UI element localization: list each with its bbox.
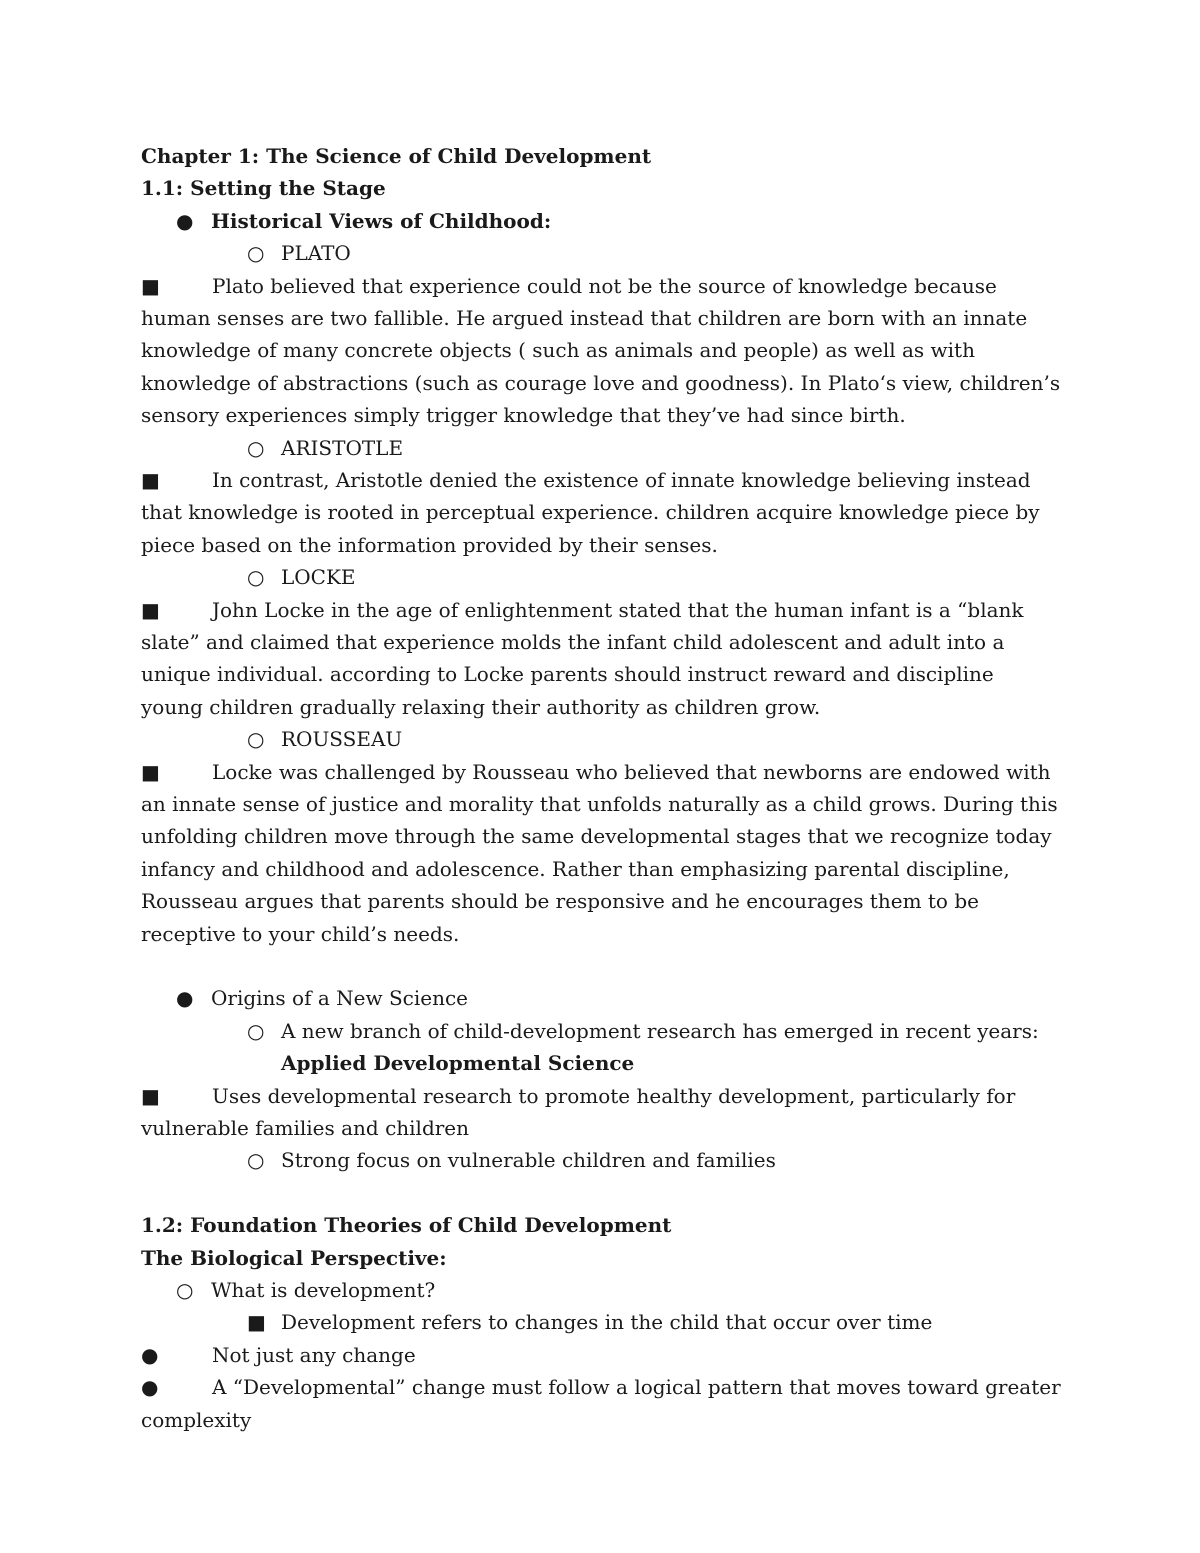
spacer — [141, 950, 1061, 982]
list-item-new-branch — [141, 1015, 1061, 1047]
paragraph-aristotle — [141, 464, 1061, 561]
rousseau-label: ROUSSEAU — [281, 727, 403, 752]
what-text: What is development? — [211, 1277, 436, 1302]
spacer — [141, 1177, 1061, 1209]
paragraph-rousseau — [141, 756, 1061, 950]
list-item-what — [141, 1274, 1061, 1306]
plato-text: Plato believed that experience could not be the source of knowledge because human senses are two fallible. He argued instead that children are born with an innate knowledge of many concrete objects ( such as animals and people) as well as with knowledge of abstractions (such as courage love and goodness). In Plato‘s view, children’s sensory experiences simply trigger knowledge that they’ve had since birth. — [141, 273, 1061, 428]
hollow-bullet-icon: ○ — [247, 565, 265, 590]
square-bullet-icon: ■ — [247, 1310, 266, 1335]
origins-label: Origins of a New Science — [211, 986, 469, 1011]
locke-text: John Locke in the age of enlightenment stated that the human infant is a “blank slate” and claimed that experience molds the infant child adolescent and adult into a unique individual. according to Locke parents should instruct reward and discipline young children gradually relaxing their authority as children grow. — [141, 597, 1024, 719]
rousseau-text: Locke was challenged by Rousseau who believed that newborns are endowed with an innate sense of justice and morality that unfolds naturally as a child grows. During this unfolding children move through the same developmental stages that we recognize today infancy and childhood and adolescence. Rather than emphasizing parental discipline, Rousseau argues that parents should be responsive and he encourages them to be receptive to your child’s needs. — [141, 759, 1058, 946]
biological-heading: The Biological Perspective: — [141, 1245, 447, 1270]
filled-bullet-icon: ● — [141, 1342, 159, 1367]
square-bullet-icon: ■ — [141, 597, 160, 622]
list-item-not-any — [141, 1339, 1061, 1371]
paragraph-developmental-change — [141, 1371, 1061, 1436]
ads-heading: Applied Developmental Science — [281, 1051, 635, 1076]
plato-label: PLATO — [281, 241, 351, 266]
document-body — [141, 140, 1061, 1436]
hollow-bullet-icon: ○ — [247, 1018, 265, 1043]
hollow-bullet-icon: ○ — [247, 1148, 265, 1173]
list-item-aristotle — [141, 432, 1061, 464]
hollow-bullet-icon: ○ — [247, 727, 265, 752]
filled-bullet-icon: ● — [141, 1375, 159, 1400]
hollow-bullet-icon: ○ — [247, 435, 265, 460]
paragraph-locke — [141, 594, 1061, 724]
list-item-focus — [141, 1144, 1061, 1176]
aristotle-label: ARISTOTLE — [281, 435, 404, 460]
square-bullet-icon: ■ — [141, 467, 160, 492]
filled-bullet-icon: ● — [176, 986, 194, 1011]
list-item-rousseau — [141, 723, 1061, 755]
square-bullet-icon: ■ — [141, 759, 160, 784]
list-item-plato — [141, 237, 1061, 269]
not-any-text: Not just any change — [212, 1342, 416, 1367]
chapter-heading: Chapter 1: The Science of Child Development — [141, 144, 652, 168]
paragraph-plato — [141, 270, 1061, 432]
section-heading-1-1: 1.1: Setting the Stage — [141, 176, 386, 201]
section-heading-1-2: 1.2: Foundation Theories of Child Development — [141, 1213, 672, 1238]
filled-bullet-icon: ● — [176, 208, 194, 233]
square-bullet-icon: ■ — [141, 1083, 160, 1108]
definition-text: Development refers to changes in the child that occur over time — [281, 1310, 933, 1335]
locke-label: LOCKE — [281, 565, 356, 590]
focus-text: Strong focus on vulnerable children and families — [281, 1148, 776, 1173]
list-item-definition — [141, 1306, 1061, 1338]
list-item-historical — [141, 205, 1061, 237]
historical-label: Historical Views of Childhood: — [211, 208, 552, 233]
square-bullet-icon: ■ — [141, 273, 160, 298]
paragraph-uses — [141, 1080, 1061, 1145]
hollow-bullet-icon: ○ — [247, 241, 265, 266]
uses-text: Uses developmental research to promote healthy development, particularly for vulnerable families and children — [141, 1083, 1016, 1141]
aristotle-text: In contrast, Aristotle denied the existence of innate knowledge believing instead that knowledge is rooted in perceptual experience. children acquire knowledge piece by piece based on the information provided by their senses. — [141, 467, 1040, 557]
new-branch-text: A new branch of child-development research has emerged in recent years: — [281, 1018, 1039, 1043]
developmental-change-text: A “Developmental” change must follow a logical pattern that moves toward greater complexity — [141, 1375, 1061, 1432]
list-item-locke — [141, 561, 1061, 593]
hollow-bullet-icon: ○ — [176, 1277, 194, 1302]
list-item-origins — [141, 982, 1061, 1014]
